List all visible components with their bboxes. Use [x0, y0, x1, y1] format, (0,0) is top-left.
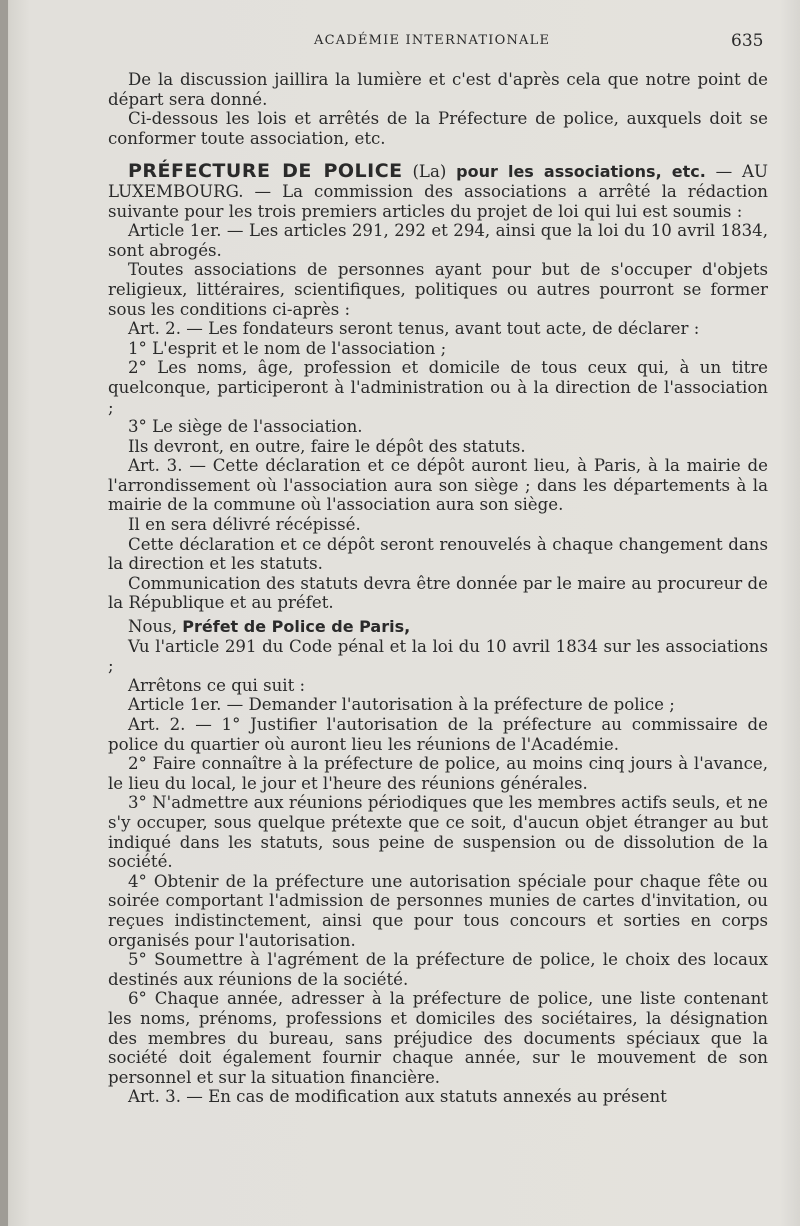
paragraph: 4° Obtenir de la préfecture une autorisation spéciale pour chaque fête ou soirée comportant l'admission de personnes munies de cartes d'invitation, ou reçues indistinctement, ainsi que pour tous concours et sorties en corps organisés pour l'autorisation.	[108, 871, 768, 950]
paragraph: 3° N'admettre aux réunions périodiques que les membres actifs seuls, et ne s'y occuper, sous quelque prétexte que ce soit, d'aucun objet étranger au but indiqué dans les statuts, sous peine de suspension ou de dissolution de la société.	[108, 793, 768, 872]
running-header	[0, 33, 800, 53]
section-rest: — AU LUXEMBOURG. — La commission des associations a arrêté la rédaction suivante pour les trois premiers articles du projet de loi qui lui est soumis :	[108, 162, 768, 221]
paragraph: Art. 2. — 1° Justifier l'autorisation de la préfecture au commissaire de police du quartier où auront lieu les réunions de l'Académie.	[108, 715, 768, 754]
paragraph: 3° Le siège de l'association.	[128, 417, 363, 437]
nous-text: Nous,	[128, 617, 183, 637]
paragraph: Cette déclaration et ce dépôt seront renouvelés à chaque changement dans la direction et les statuts.	[108, 534, 768, 574]
paragraph: Toutes associations de personnes ayant pour but de s'occuper d'objets religieux, littéraires, scientifiques, politiques ou autres pourront se former sous les conditions ci-après :	[108, 260, 768, 319]
running-title: ACADÉMIE INTERNATIONALE	[314, 33, 551, 48]
paragraph: Art. 2. — Les fondateurs seront tenus, avant tout acte, de déclarer :	[128, 319, 700, 339]
paragraph: Vu l'article 291 du Code pénal et la loi du 10 avril 1834 sur les associations ;	[108, 636, 768, 676]
paragraph: Ils devront, en outre, faire le dépôt des statuts.	[128, 436, 526, 456]
paragraph: 5° Soumettre à l'agrément de la préfecture de police, le choix des locaux destinés aux réunions de la société.	[108, 950, 768, 989]
paragraph: Article 1er. — Les articles 291, 292 et 294, ainsi que la loi du 10 avril 1834, sont abrogés.	[108, 221, 768, 260]
prefet-line	[108, 617, 768, 637]
page-number: 635	[731, 31, 764, 51]
paragraph: 2° Les noms, âge, profession et domicile de tous ceux qui, à un titre quelconque, participeront à l'administration ou à la direction de l'association ;	[108, 358, 768, 417]
section-heading-paragraph	[108, 162, 768, 221]
paragraph: Ci-dessous les lois et arrêtés de la Préfecture de police, auxquels doit se conformer toute association, etc.	[108, 109, 768, 148]
prefet-title: Préfet de Police de Paris,	[182, 617, 411, 637]
paragraph: Art. 3. — En cas de modification aux statuts annexés au présent	[128, 1087, 667, 1107]
paragraph: Article 1er. — Demander l'autorisation à la préfecture de police ;	[128, 695, 675, 715]
paragraph: Arrêtons ce qui suit :	[128, 675, 306, 695]
paragraph: Il en sera délivré récépissé.	[128, 515, 361, 535]
paragraph: De la discussion jaillira la lumière et c'est d'après cela que notre point de départ sera donné.	[108, 70, 768, 109]
section-la: (La)	[402, 162, 457, 182]
section-bold-tail: pour les associations, etc.	[456, 162, 706, 182]
binding-gutter	[0, 0, 8, 1226]
body-text	[108, 70, 768, 1107]
paragraph: Art. 3. — Cette déclaration et ce dépôt auront lieu, à Paris, à la mairie de l'arrondissement où l'association aura son siège ; dans les départements à la mairie de la commune où l'association aura son siège.	[108, 456, 768, 515]
paragraph: 1° L'esprit et le nom de l'association ;	[128, 338, 447, 358]
paragraph: Communication des statuts devra être donnée par le maire au procureur de la République et au préfet.	[108, 573, 768, 613]
section-title: PRÉFECTURE DE POLICE	[128, 160, 403, 183]
paragraph: 6° Chaque année, adresser à la préfecture de police, une liste contenant les noms, prénoms, professions et domiciles des sociétaires, la désignation des membres du bureau, sans préjudice des documents spéciaux que la société doit également fournir chaque année, sur le mouvement de son personnel et sur la situation financière.	[108, 989, 768, 1087]
paragraph: 2° Faire connaître à la préfecture de police, au moins cinq jours à l'avance, le lieu du local, le jour et l'heure des réunions générales.	[108, 754, 768, 793]
